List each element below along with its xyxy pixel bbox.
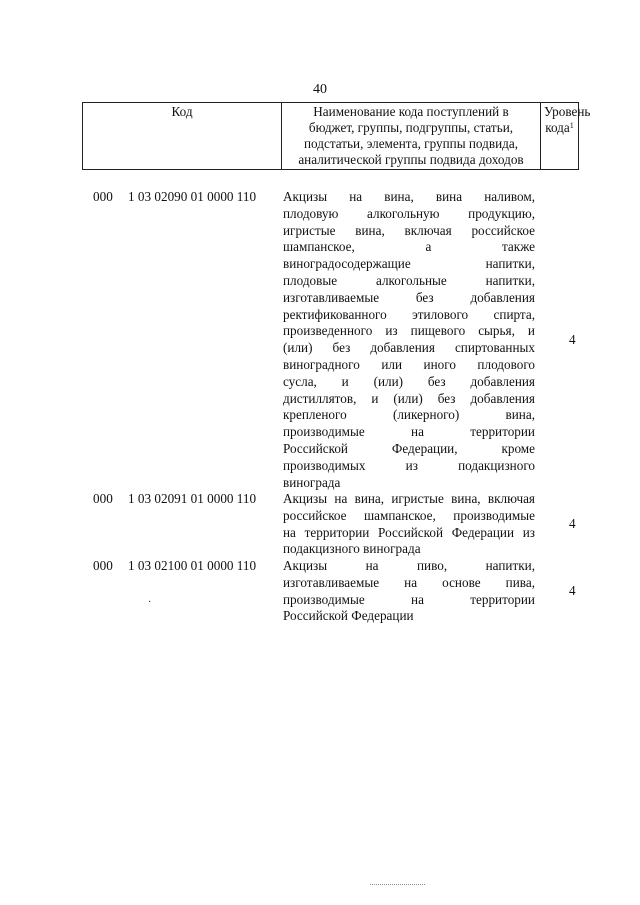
name-line: российское шампанское, производимые <box>283 507 535 523</box>
income-code: 1 03 02091 01 0000 110 <box>128 491 257 506</box>
header-code: Код <box>83 103 282 170</box>
name-line: шампанское, а также <box>283 239 535 255</box>
agency-code: 000 <box>93 189 113 204</box>
name-line: произведенного из пищевого сырья, и <box>283 323 535 339</box>
name-line: виноградного или иного плодового <box>283 356 535 372</box>
name-line: (или) без добавления спиртованных <box>283 340 535 356</box>
name-line: крепленого (ликерного) вина, <box>283 407 535 423</box>
name-line: дистиллятов, и (или) без добавления <box>283 390 535 406</box>
name-line: Российской Федерации <box>283 608 414 624</box>
income-name <box>283 491 535 558</box>
agency-code: 000 <box>93 491 113 506</box>
footnote-marker: 1 <box>569 121 574 130</box>
name-line: производимых из подакцизного <box>283 457 535 473</box>
name-line: винограда <box>283 474 341 490</box>
scan-speck: · <box>148 597 152 608</box>
name-line: виноградосодержащие напитки, <box>283 256 535 272</box>
name-line: производимые на территории <box>283 424 535 440</box>
name-line: изготавливаемые на основе пива, <box>283 574 535 590</box>
header-name-line: аналитической группы подвида доходов <box>298 152 524 167</box>
scan-artifact-line <box>370 884 425 886</box>
level-value: 4 <box>569 332 576 347</box>
name-line: изготавливаемые без добавления <box>283 289 535 305</box>
income-code: 1 03 02090 01 0000 110 <box>128 189 257 204</box>
page-number: 40 <box>313 82 327 97</box>
header-name-line: бюджет, группы, подгруппы, статьи, <box>308 120 514 135</box>
name-line: Акцизы на вина, игристые вина, включая <box>283 491 535 506</box>
header-name-line: Наименование кода поступлений в <box>313 104 509 119</box>
level-value: 4 <box>569 583 576 598</box>
name-line: на территории Российской Федерации из <box>283 524 535 540</box>
name-line: плодовую алкогольную продукцию, <box>283 205 535 221</box>
name-line: производимые на территории <box>283 591 535 607</box>
header-level <box>541 103 591 170</box>
name-line: Акцизы на пиво, напитки, <box>283 558 535 573</box>
header-name-line: подстатьи, элемента, группы подвида, <box>304 136 518 151</box>
name-line: подакцизного винограда <box>283 541 421 557</box>
header-level-line <box>544 120 575 136</box>
name-line: сусла, и (или) без добавления <box>283 373 535 389</box>
header-level-word: кода <box>545 120 570 135</box>
name-line: игристые вина, включая российское <box>283 222 535 238</box>
header-name <box>282 103 541 170</box>
income-name <box>283 189 535 491</box>
income-code: 1 03 02100 01 0000 110 <box>128 558 257 573</box>
name-line: Акцизы на вина, вина наливом, <box>283 189 535 204</box>
name-line: ректификованного этилового спирта, <box>283 306 535 322</box>
agency-code: 000 <box>93 558 113 573</box>
name-line: плодовые алкогольные напитки, <box>283 272 535 288</box>
level-value: 4 <box>569 516 576 531</box>
name-line: Российской Федерации, кроме <box>283 440 535 456</box>
header-level-line: Уровень <box>544 104 591 119</box>
header-table <box>82 102 591 170</box>
income-name <box>283 558 535 625</box>
